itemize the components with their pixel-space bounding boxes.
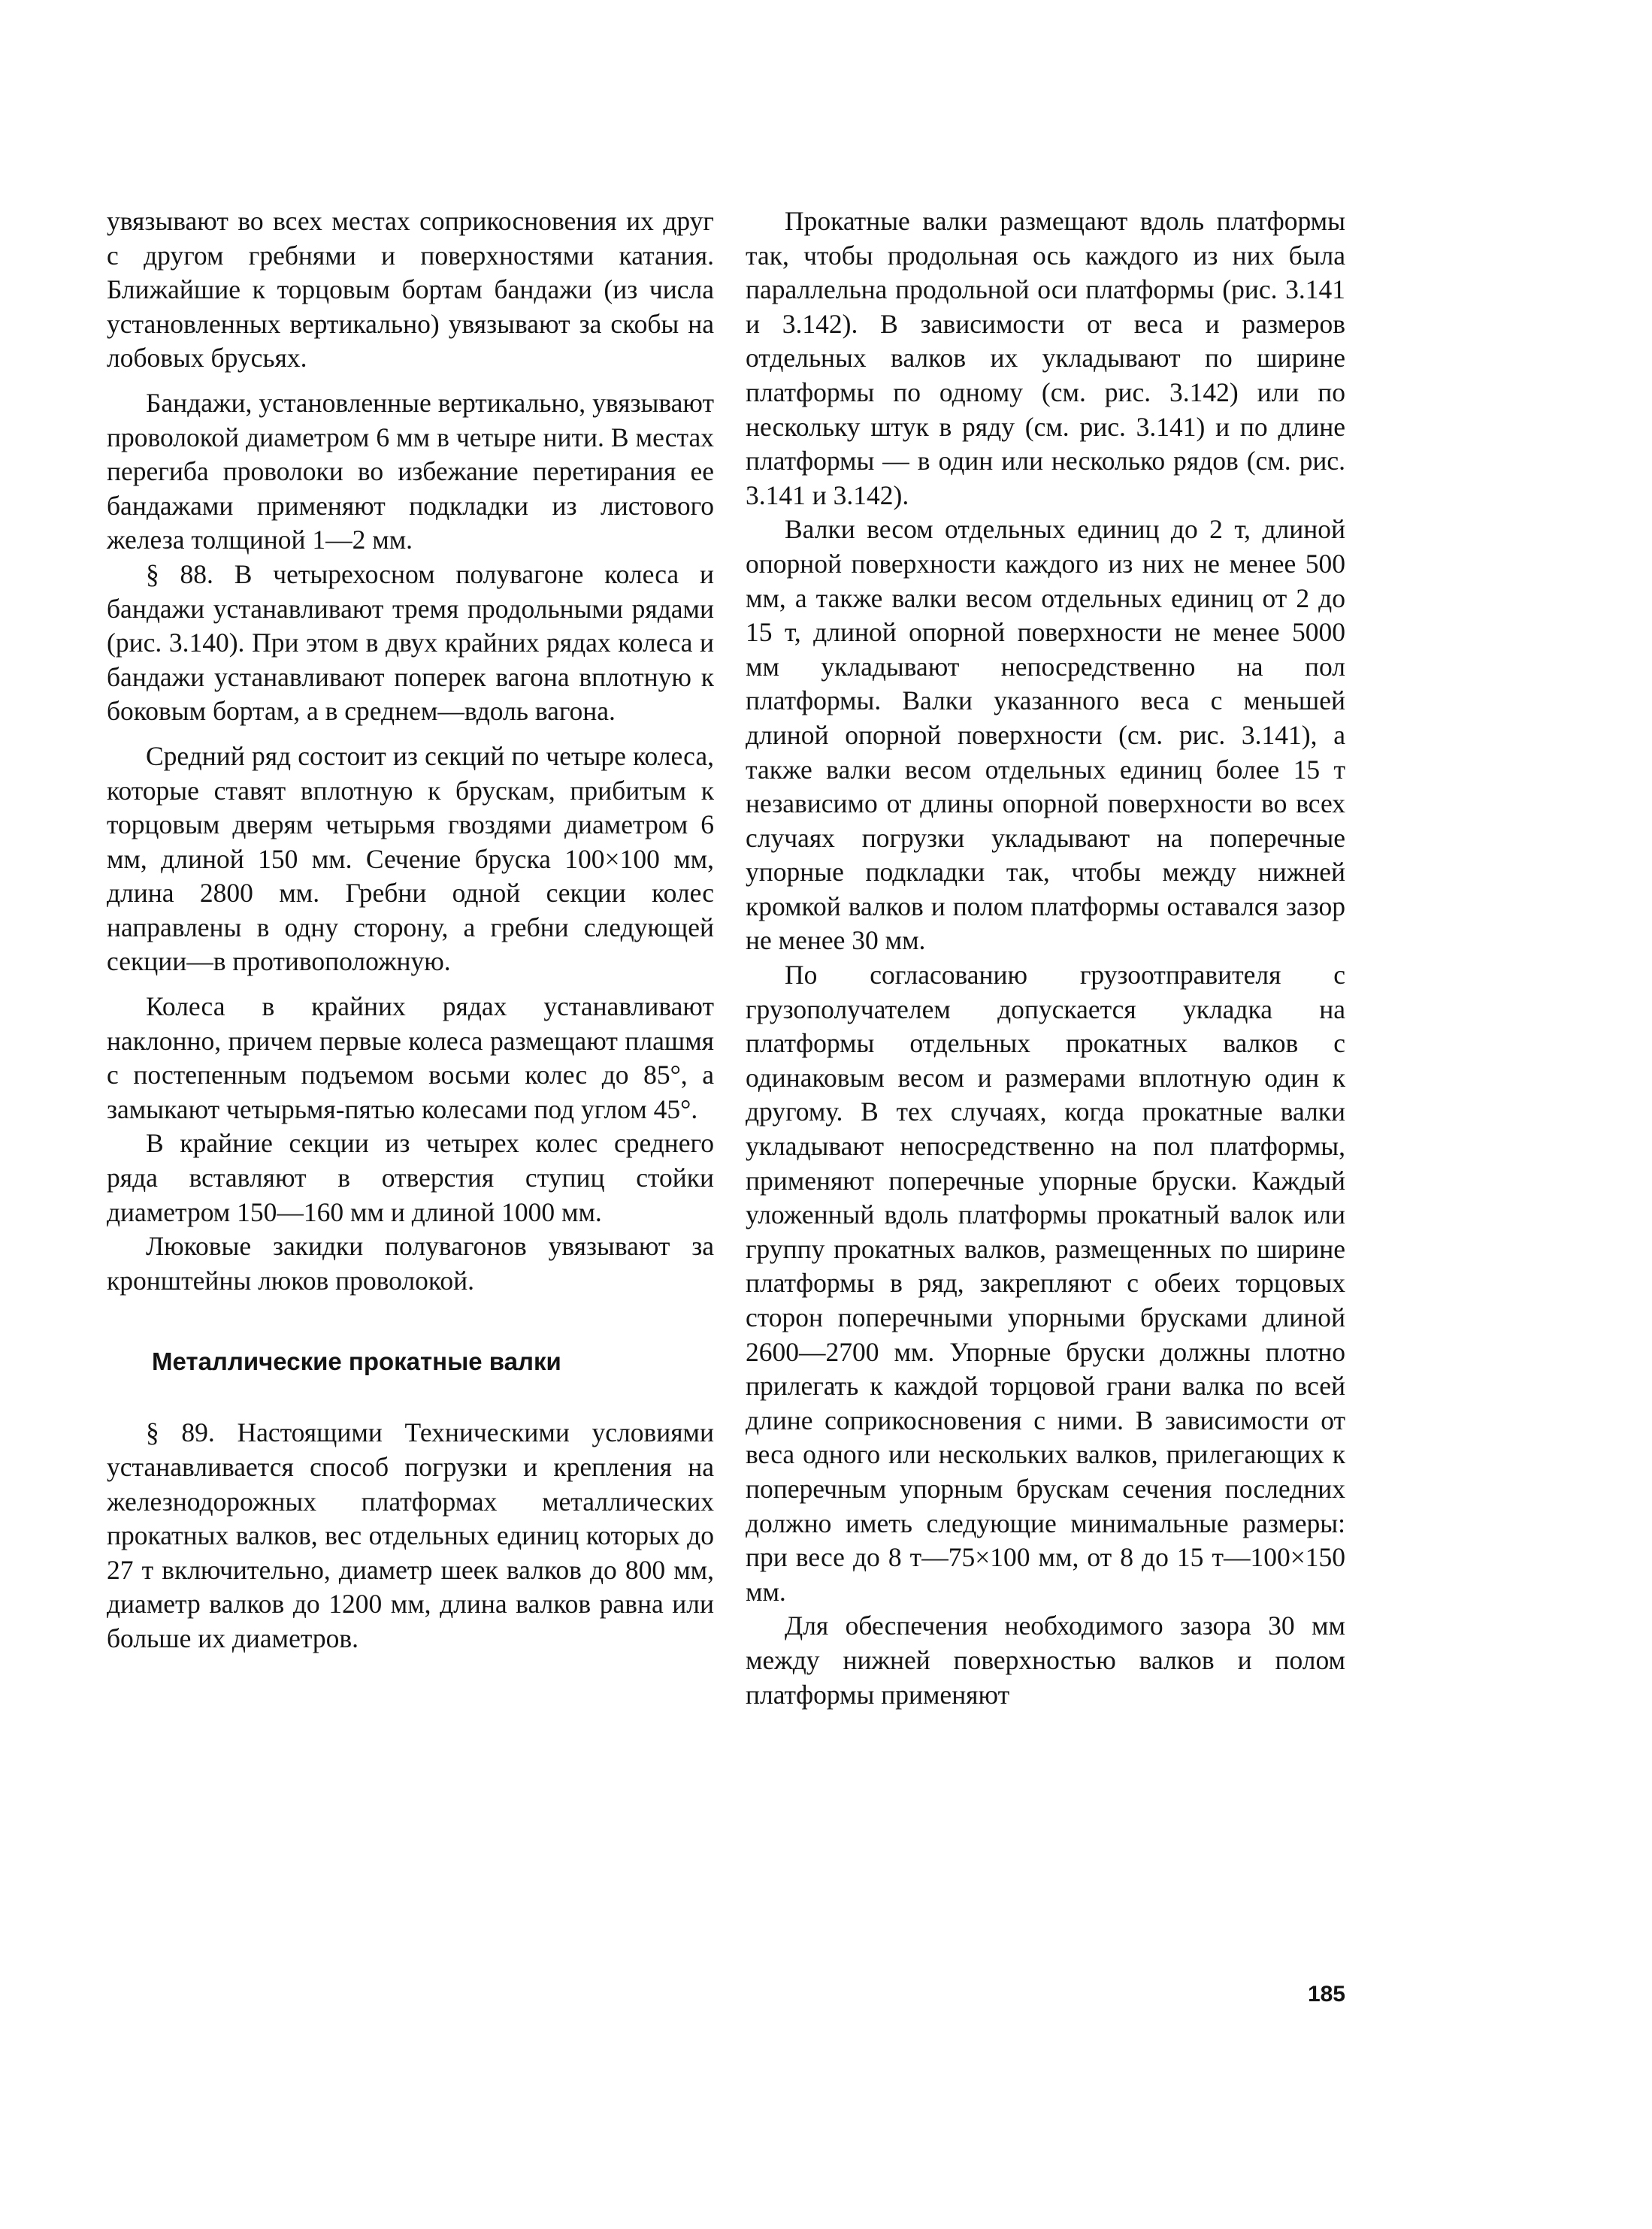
paragraph: Колеса в крайних рядах устанавливают наклонно, причем первые колеса размещают плашмя с постепенным подъемом восьми колес до 85°, а замыкают четырьмя-пятью колесами под углом 45°.: [107, 991, 714, 1124]
left-column: [107, 204, 714, 1656]
paragraph: Люковые закидки полувагонов увязывают за кронштейны люков проволокой.: [107, 1231, 714, 1296]
paragraph: По согласованию грузоотправителя с грузополучателем допускается укладка на платформы отдельных прокатных валков с одинаковым весом и размерами вплотную один к другому. В тех случаях, когда прокатные валки укладывают непосредственно на пол платформы, применяют поперечные упорные бруски. Каждый уложенный вдоль платформы прокатный валок или группу прокатных валков, размещенных по ширине платформы в ряд, закрепляют с обеих торцовых сторон поперечными упорными брусками длиной 2600—2700 мм. Упорные бруски должны плотно прилегать к каждой торцовой грани валка по всей длине соприкосновения с ними. В зависимости от веса одного или нескольких валков, прилегающих к поперечным упорным брускам сечения последних должно иметь следующие минимальные размеры: при весе до 8 т—75×100 мм, от 8 до 15 т—100×150 мм.: [746, 960, 1345, 1607]
right-column: [746, 204, 1345, 1712]
paragraph: Прокатные валки размещают вдоль платформы так, чтобы продольная ось каждого из них была параллельна продольной оси платформы (рис. 3.141 и 3.142). В зависимости от веса и размеров отдельных валков их укладывают по ширине платформы по одному (см. рис. 3.142) или по нескольку штук в ряду (см. рис. 3.141) и по длине платформы — в один или несколько рядов (см. рис. 3.141 и 3.142).: [746, 206, 1345, 510]
paragraph: Для обеспечения необходимого зазора 30 мм между нижней поверхностью валков и полом платформы применяют: [746, 1611, 1345, 1710]
paragraph: Валки весом отдельных единиц до 2 т, длиной опорной поверхности каждого из них не менее 500 мм, а также валки весом отдельных единиц от 2 до 15 т, длиной опорной поверхности не менее 5000 мм укладывают непосредственно на пол платформы. Валки указанного веса с меньшей длиной опорной поверхности (см. рис. 3.141), а также валки весом отдельных единиц более 15 т независимо от длины опорной поверхности во всех случаях погрузки укладывают на поперечные упорные подкладки так, чтобы между нижней кромкой валков и полом платформы оставался зазор не менее 30 мм.: [746, 514, 1345, 956]
page-number: 185: [1307, 1982, 1345, 2007]
paragraph: Бандажи, установленные вертикально, увязывают проволокой диаметром 6 мм в четыре нити. В местах перегиба проволоки во избежание перетирания ее бандажами применяют подкладки из листового железа толщиной 1—2 мм.: [107, 387, 714, 555]
paragraph: § 88. В четырехосном полувагоне колеса и бандажи устанавливают тремя продольными рядами (рис. 3.140). При этом в двух крайних рядах колеса и бандажи устанавливают поперек вагона вплотную к боковым бортам, а в среднем—вдоль вагона.: [107, 558, 714, 727]
section-heading: Металлические прокатные валки: [152, 1347, 561, 1376]
paragraph: В крайние секции из четырех колес среднего ряда вставляют в отверстия ступиц стойки диаметром 150—160 мм и длиной 1000 мм.: [107, 1128, 714, 1227]
paragraph: увязывают во всех местах соприкосновения их друг с другом гребнями и поверхностями катания. Ближайшие к торцовым бортам бандажи (из числа установленных вертикально) увязывают за скобы на лобовых брусьях.: [107, 206, 714, 374]
paragraph: Средний ряд состоит из секций по четыре колеса, которые ставят вплотную к брускам, прибитым к торцовым дверям четырьмя гвоздями диаметром 6 мм, длиной 150 мм. Сечение бруска 100×100 мм, длина 2800 мм. Гребни одной секции колес направлены в одну сторону, а гребни следующей секции—в противоположную.: [107, 740, 714, 977]
paragraph: § 89. Настоящими Техническими условиями устанавливается способ погрузки и крепления на железнодорожных платформах металлических прокатных валков, вес отдельных единиц которых до 27 т включительно, диаметр шеек валков до 800 мм, диаметр валков до 1200 мм, длина валков равна или больше их диаметров.: [107, 1417, 714, 1653]
